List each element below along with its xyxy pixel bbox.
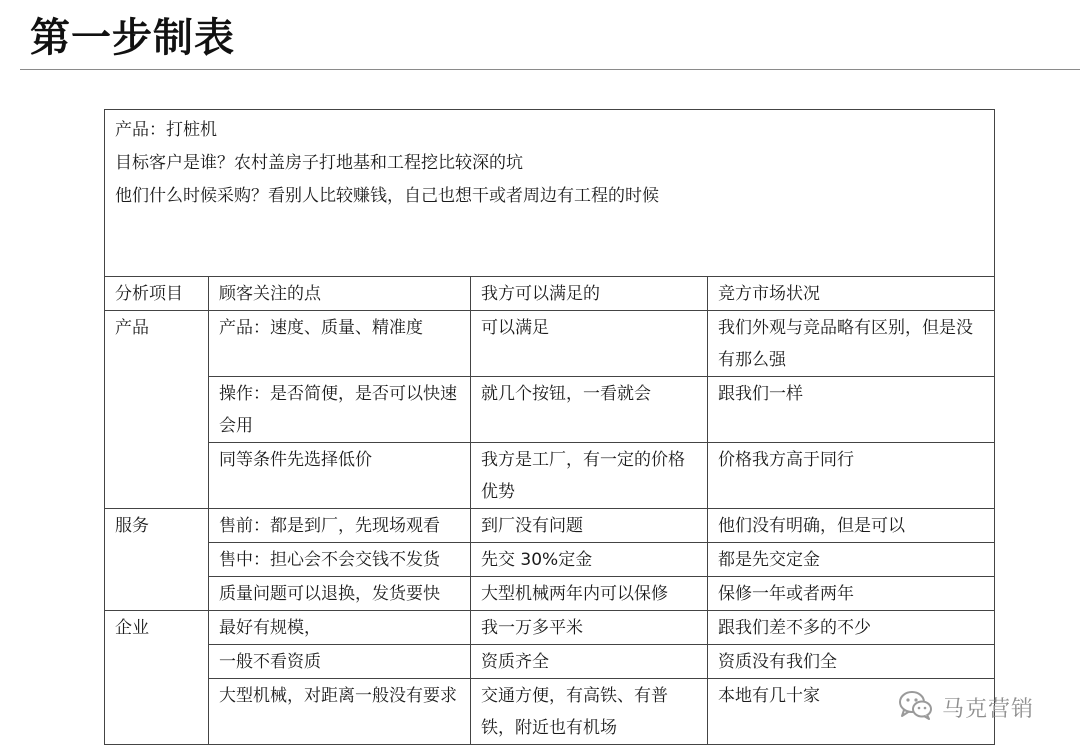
category-cell: 产品 xyxy=(105,311,209,509)
table-cell: 质量问题可以退换，发货要快 xyxy=(209,577,471,611)
table-row xyxy=(105,543,995,577)
title-divider xyxy=(20,69,1080,70)
table-cell: 我一万多平米 xyxy=(471,611,708,645)
table-cell: 先交 30%定金 xyxy=(471,543,708,577)
header-row xyxy=(105,277,995,311)
table-cell: 就几个按钮，一看就会 xyxy=(471,377,708,443)
table-cell: 最好有规模， xyxy=(209,611,471,645)
table-cell: 都是先交定金 xyxy=(708,543,995,577)
table-cell: 本地有几十家 xyxy=(708,679,995,745)
header-cell: 竞方市场状况 xyxy=(708,277,995,311)
intro-product: 产品：打桩机 xyxy=(115,120,217,140)
category-cell: 企业 xyxy=(105,611,209,745)
table-row xyxy=(105,311,995,377)
table-cell: 跟我们一样 xyxy=(708,377,995,443)
header-cell: 分析项目 xyxy=(105,277,209,311)
table-cell: 我们外观与竞品略有区别，但是没有那么强 xyxy=(708,311,995,377)
table-row xyxy=(105,377,995,443)
table-row xyxy=(105,679,995,745)
table-cell: 资质没有我们全 xyxy=(708,645,995,679)
table-cell: 价格我方高于同行 xyxy=(708,443,995,509)
analysis-table xyxy=(104,109,995,745)
table-cell: 交通方便，有高铁、有普铁，附近也有机场 xyxy=(471,679,708,745)
table-row xyxy=(105,611,995,645)
watermark xyxy=(898,690,1034,724)
table-cell: 售前：都是到厂，先现场观看 xyxy=(209,509,471,543)
table-cell: 保修一年或者两年 xyxy=(708,577,995,611)
table-cell: 我方是工厂，有一定的价格优势 xyxy=(471,443,708,509)
table-cell: 跟我们差不多的不少 xyxy=(708,611,995,645)
table-cell: 大型机械，对距离一般没有要求 xyxy=(209,679,471,745)
intro-row xyxy=(105,110,995,277)
watermark-text: 马克营销 xyxy=(942,696,1035,722)
intro-target-customer: 目标客户是谁？农村盖房子打地基和工程挖比较深的坑 xyxy=(115,153,523,173)
intro-purchase-timing: 他们什么时候采购？看别人比较赚钱，自己也想干或者周边有工程的时候 xyxy=(115,186,659,206)
wechat-icon xyxy=(898,690,934,724)
table-row xyxy=(105,645,995,679)
table-cell: 可以满足 xyxy=(471,311,708,377)
table-cell: 售中：担心会不会交钱不发货 xyxy=(209,543,471,577)
table-row xyxy=(105,577,995,611)
table-cell: 大型机械两年内可以保修 xyxy=(471,577,708,611)
header-cell: 顾客关注的点 xyxy=(209,277,471,311)
intro-cell xyxy=(105,110,995,277)
slide-title: 第一步制表 xyxy=(30,15,235,61)
table-row xyxy=(105,509,995,543)
header-cell: 我方可以满足的 xyxy=(471,277,708,311)
table-cell: 资质齐全 xyxy=(471,645,708,679)
table-cell: 到厂没有问题 xyxy=(471,509,708,543)
table-cell: 一般不看资质 xyxy=(209,645,471,679)
table-cell: 产品：速度、质量、精准度 xyxy=(209,311,471,377)
table-row xyxy=(105,443,995,509)
table-cell: 他们没有明确，但是可以 xyxy=(708,509,995,543)
table-cell: 同等条件先选择低价 xyxy=(209,443,471,509)
category-cell: 服务 xyxy=(105,509,209,611)
table-cell: 操作：是否简便，是否可以快速会用 xyxy=(209,377,471,443)
